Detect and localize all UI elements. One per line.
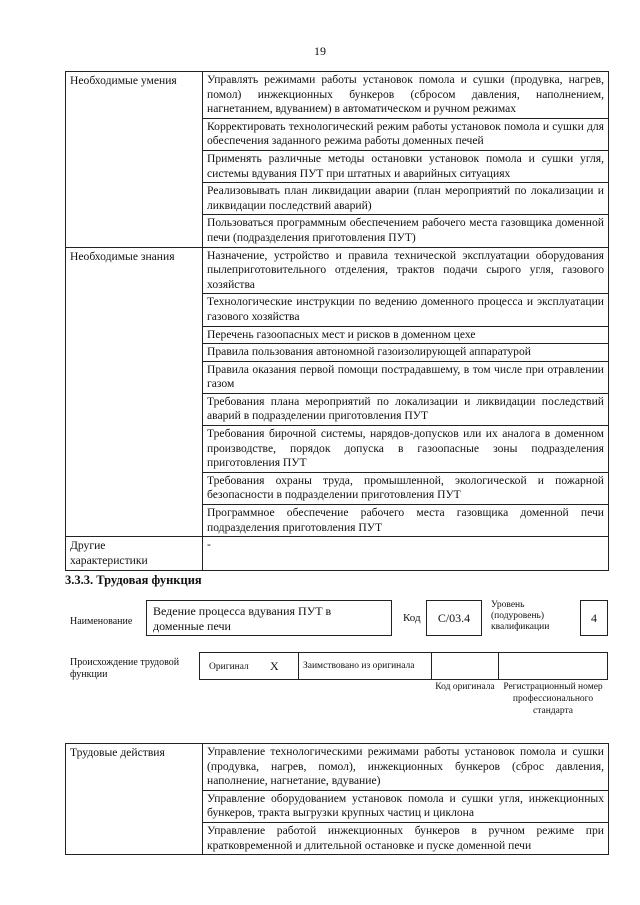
- code-box: [426, 600, 482, 636]
- skill-item: Пользоваться программным обеспечением рабочего места газовщика доменной печи (подразделения приготовления ПУТ): [203, 215, 609, 247]
- table-row: [66, 537, 609, 571]
- function-name-box: [146, 600, 392, 636]
- reg-caption: Регистрационный номер профессионального стандарта: [503, 682, 603, 716]
- code-value: С/03.4: [437, 610, 471, 625]
- code-label: Код: [403, 612, 421, 624]
- level-value: 4: [591, 610, 597, 625]
- name-label: Наименование: [70, 616, 133, 627]
- knowledge-item: Требования охраны труда, промышленной, экологической и пожарной безопасности в подразделении приготовления ПУТ: [203, 472, 609, 504]
- knowledge-item: Перечень газоопасных мест и рисков в доменном цехе: [203, 326, 609, 344]
- level-label: Уровень (подуровень) квалификации: [491, 600, 550, 632]
- other-label-text: Другие характеристики: [70, 539, 148, 567]
- borrowed-box: [298, 652, 432, 680]
- table-row: [66, 744, 609, 791]
- actions-label: Трудовые действия: [66, 744, 203, 855]
- reg-number-box: [498, 652, 608, 680]
- actions-table: [65, 743, 609, 855]
- page-number: 19: [314, 44, 326, 58]
- original-mark: X: [270, 659, 279, 673]
- action-item: Управление работой инжекционных бункеров в ручном режиме при кратковременной и длительной остановке и пуске доменной печи: [203, 822, 609, 854]
- other-label: [66, 537, 203, 571]
- table-row: [66, 72, 609, 119]
- knowledge-item: Технологические инструкции по ведению доменного процесса и эксплуатации газового хозяйства: [203, 294, 609, 326]
- knowledge-label: Необходимые знания: [66, 247, 203, 537]
- borrowed-label: Заимствовано из оригинала: [303, 661, 415, 671]
- origin-label: Происхождение трудовой функции: [70, 657, 180, 680]
- knowledge-item: Назначение, устройство и правила технической эксплуатации оборудования пылеприготовительного отделения, трактов подачи сырого угля, газового хозяйства: [203, 247, 609, 294]
- original-box: [199, 652, 299, 680]
- knowledge-item: Требования плана мероприятий по локализации и ликвидации последствий аварий в подразделении приготовления ПУТ: [203, 393, 609, 425]
- origin-code-box: [431, 652, 499, 680]
- level-box: [580, 600, 608, 636]
- section-heading: 3.3.3. Трудовая функция: [65, 573, 202, 587]
- skill-item: Корректировать технологический режим работы установок помола и сушки для обеспечения заданного режима работы доменных печей: [203, 118, 609, 150]
- skill-item: Применять различные методы остановки установок помола и сушки угля, системы вдувания ПУТ при штатных и аварийных ситуациях: [203, 150, 609, 182]
- knowledge-item: Требования бирочной системы, нарядов-допусков или их аналога в доменном производстве, порядок допуска в газоопасные зоны подразделения приготовления ПУТ: [203, 426, 609, 473]
- knowledge-item: Правила оказания первой помощи пострадавшему, в том числе при отравлении газом: [203, 361, 609, 393]
- table-row: [66, 247, 609, 294]
- original-label: Оригинал: [209, 662, 249, 672]
- skill-item: Реализовывать план ликвидации аварии (план мероприятий по локализации и ликвидации последствий аварий): [203, 183, 609, 215]
- function-name-value: Ведение процесса вдувания ПУТ в доменные печи: [153, 604, 332, 633]
- action-item: Управление оборудованием установок помола и сушки угля, инжекционных бункеров, тракта выгрузки крупных частиц и циклона: [203, 790, 609, 822]
- skill-item: Управлять режимами работы установок помола и сушки (продувка, нагрев, помол) инжекционных бункеров (сбросом давления, наполнением, нагнетанием, вдуванием) в автоматическом и ручном режимах: [203, 72, 609, 119]
- knowledge-item: Правила пользования автономной газоизолирующей аппаратурой: [203, 344, 609, 362]
- action-item: Управление технологическими режимами работы установок помола и сушки (продувка, нагрев, помол), инжекционных бункеров (сброс давления, наполнение, нагнетание, вдувание): [203, 744, 609, 791]
- skills-knowledge-table: [65, 71, 609, 571]
- code-caption: Код оригинала: [435, 682, 495, 692]
- knowledge-item: Программное обеспечение рабочего места газовщика доменной печи подразделения приготовления ПУТ: [203, 505, 609, 537]
- skills-label: Необходимые умения: [66, 72, 203, 248]
- other-value: -: [203, 537, 609, 571]
